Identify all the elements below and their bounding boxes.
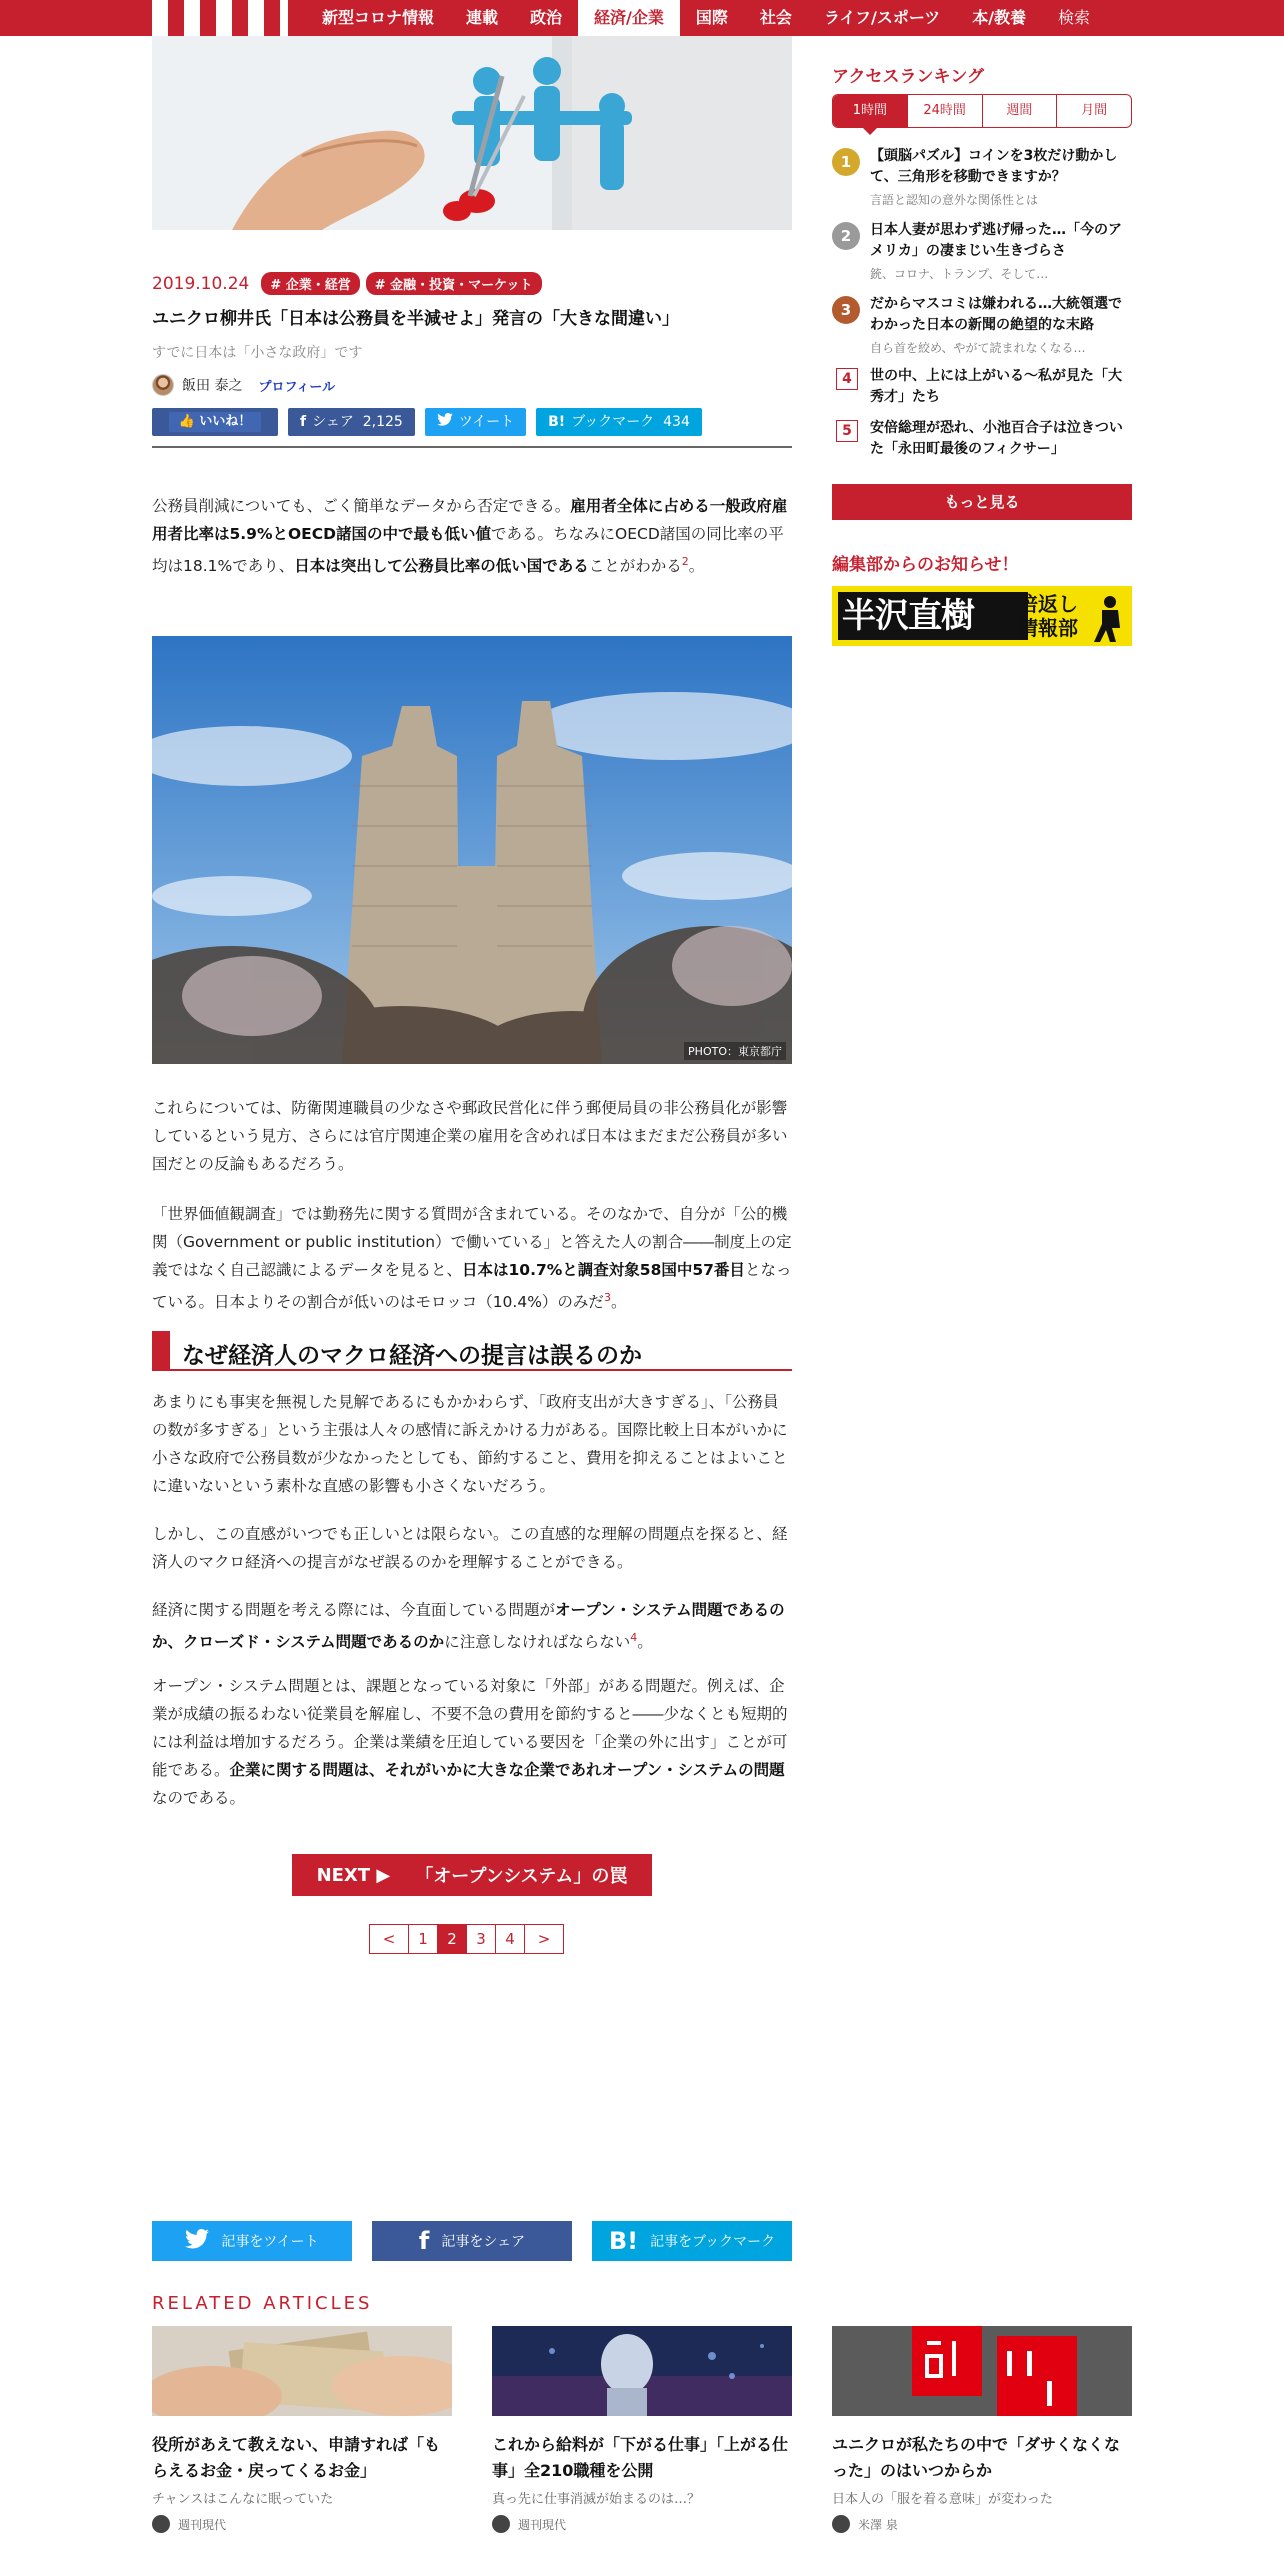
site-logo[interactable]: [152, 0, 288, 36]
related-title: これから給料が「下がる仕事」「上がる仕事」全210職種を公開: [492, 2435, 789, 2480]
facebook-icon: f: [300, 414, 307, 430]
related-author: 週刊現代: [152, 2515, 452, 2533]
banner-figure-icon: [1090, 594, 1128, 642]
rank-badge: 3: [832, 296, 860, 324]
rank-badge: 4: [836, 368, 858, 390]
hatena-bookmark-button[interactable]: [536, 408, 702, 436]
section-heading: なぜ経済人のマクロ経済への提言は誤るのか: [152, 1331, 792, 1371]
author-row: [152, 374, 335, 396]
banner-sub-1: 倍返し: [1018, 592, 1078, 616]
twitter-icon: [185, 2227, 209, 2255]
pager-prev[interactable]: <: [369, 1924, 409, 1954]
related-title: 役所があえて教えない、申請すれば「もらえるお金・戻ってくるお金」: [152, 2435, 441, 2480]
hatena-label: ブックマーク: [571, 414, 655, 430]
ranking-list: [832, 146, 1132, 470]
bottom-share-row: [152, 2221, 792, 2261]
related-sub: チャンスはこんなに眠っていた: [152, 2492, 334, 2507]
ranking-item-5[interactable]: 5 安倍総理が恐れ、小池百合子は泣きついた「永田町最後のフィクサー」: [832, 418, 1132, 470]
nav-item-series[interactable]: 連載: [466, 8, 499, 27]
ranking-item-4[interactable]: 4 世の中、上には上がいる〜私が見た「大秀才」たち: [832, 366, 1132, 418]
related-article-card[interactable]: [492, 2326, 792, 2533]
tab-1hour[interactable]: 1時間: [833, 95, 907, 127]
paragraph-6: 経済に関する問題を考える際には、今直面している問題がオープン・システム問題であるのか、クローズド・システム問題であるのかに注意しなければならない$^4$。: [152, 1601, 785, 1652]
related-article-card[interactable]: [832, 2326, 1132, 2533]
ranking-heading: アクセスランキング: [832, 67, 984, 87]
footnote-4[interactable]: 4: [630, 1631, 638, 1644]
hatena-bookmark-icon: B!: [548, 414, 566, 430]
related-sub: 日本人の「服を着る意味」が変わった: [832, 2492, 1053, 2507]
tab-monthly[interactable]: 月間: [1056, 95, 1131, 127]
twitter-icon: [437, 408, 453, 436]
ranking-item-2[interactable]: 2 日本人妻が思わず逃げ帰った…「今のアメリカ」の凄まじい生きづらさ 銃、コロナ、トランプ、そして…: [832, 220, 1132, 294]
article-meta: [152, 272, 548, 295]
hanzawa-banner[interactable]: [832, 586, 1132, 646]
footnote-3[interactable]: 3: [603, 1291, 611, 1304]
tweet-label: ツイート: [458, 414, 515, 430]
paragraph-3: 「世界価値観調査」では勤務先に関する質問が含まれている。そのなかで、自分が「公的機関（Government or public institution）で働いている」と答えた人の割合――制度上の定義ではなく自己認識によるデータを見ると、日本は10.7%と調査対象58国中57番目となっている。日本よりその割合が低いのはモロッコ（10.4%）のみだ$^3$。: [152, 1205, 792, 1312]
thumbs-up-icon: 👍: [178, 414, 200, 429]
rank-badge: 5: [836, 420, 858, 442]
article-subtitle: すでに日本は「小さな政府」です: [152, 345, 363, 361]
more-ranking-button[interactable]: もっと見る: [832, 484, 1132, 520]
related-sub: 真っ先に仕事消滅が始まるのは…？: [492, 2492, 701, 2507]
ranking-item-3[interactable]: 3 だからマスコミは嫌われる…大統領選でわかった日本の新聞の絶望的な末路 自ら首を絞め、やがて読まれなくなる…: [832, 294, 1132, 366]
hero-image: [152, 36, 792, 230]
tokyo-govt-building-photo: [152, 636, 792, 1064]
ranking-item-1[interactable]: 1 【頭脳パズル】コインを3枚だけ動かして、三角形を移動できますか？ 言語と認知の意外な関係性とは: [832, 146, 1132, 220]
paragraph-2: これらについては、防衛関連職員の少なさや郵政民営化に伴う郵便局員の非公務員化が影響しているという見方、さらには官庁関連企業の雇用を含めれば日本はまだまだ公務員が多い国だとの反論もあるだろう。: [152, 1099, 788, 1173]
rank-badge: 2: [832, 222, 860, 250]
banner-sub-2: 情報部: [1018, 616, 1078, 640]
related-title: ユニクロが私たちの中で「ダサくなくなった」のはいつからか: [832, 2435, 1121, 2480]
pagination: [370, 1924, 564, 1954]
nav-item-books[interactable]: 本/教養: [972, 8, 1027, 27]
tweet-button[interactable]: [425, 408, 526, 436]
rank-badge: 1: [832, 148, 860, 176]
facebook-share-button[interactable]: [288, 408, 415, 436]
footnote-2[interactable]: 2: [681, 555, 689, 568]
related-author: 週刊現代: [492, 2515, 792, 2533]
nav-item-international[interactable]: 国際: [695, 8, 728, 27]
share-row: [152, 408, 712, 436]
related-article-card[interactable]: [152, 2326, 452, 2533]
author-avatar: [152, 374, 174, 396]
article-date: 2019.10.24: [152, 273, 250, 294]
related-thumb-uniqlo: [832, 2326, 1132, 2416]
nav-search-link[interactable]: 検索: [1058, 8, 1091, 27]
profile-link[interactable]: プロフィール: [258, 379, 336, 395]
tab-24hour[interactable]: 24時間: [907, 95, 982, 127]
photo-credit: PHOTO：東京都庁: [684, 1042, 786, 1060]
paragraph-4: あまりにも事実を無視した見解であるにもかかわらず、「政府支出が大きすぎる」、「公務員の数が多すぎる」という主張は人々の感情に訴えかける力がある。国際比較上日本がいかに小さな政府で公務員数が少なかったとしても、節約すること、費用を抑えることはよいことに違いないという素朴な直感の影響も小さくないだろう。: [152, 1393, 788, 1495]
paragraph-7: オープン・システム問題とは、課題となっている対象に「外部」がある問題だ。例えば、企業が成績の振るわない従業員を解雇し、不要不急の費用を節約すると――少なくとも短期的には利益は増加するだろう。企業は業績を圧迫している要因を「企業の外に出す」ことが可能である。企業に関する問題は、それがいかに大きな企業であれオープン・システムの問題なのである。: [152, 1677, 788, 1807]
facebook-share-count: 2,125: [362, 414, 403, 430]
bottom-facebook-share-button[interactable]: f 記事をシェア: [372, 2221, 572, 2261]
paragraph-5: しかし、この直感がいつでも正しいとは限らない。この直感的な理解の問題点を探ると、経済人のマクロ経済への提言がなぜ誤るのかを理解することができる。: [152, 1525, 788, 1571]
hatena-count: 434: [663, 414, 690, 430]
nav-item-politics[interactable]: 政治: [530, 8, 563, 27]
pager-page-3[interactable]: 3: [466, 1924, 496, 1954]
related-articles-heading: RELATED ARTICLES: [152, 2293, 373, 2314]
like-button[interactable]: [152, 408, 278, 436]
article-column: [152, 36, 792, 2255]
tag-finance[interactable]: # 金融・投資・マーケット: [366, 272, 542, 295]
pager-next[interactable]: >: [524, 1924, 564, 1954]
divider: [152, 446, 792, 448]
related-thumb-robot: [492, 2326, 792, 2416]
author-name[interactable]: 飯田 泰之: [182, 378, 243, 394]
pager-page-1[interactable]: 1: [408, 1924, 438, 1954]
related-author: 米澤 泉: [832, 2515, 1132, 2533]
nav-item-economy[interactable]: 経済/企業: [578, 0, 680, 36]
notice-heading: 編集部からのお知らせ！: [832, 555, 1019, 575]
bottom-hatena-bookmark-button[interactable]: B! 記事をブックマーク: [592, 2221, 792, 2261]
facebook-icon: f: [418, 2227, 430, 2255]
nav-item-corona[interactable]: 新型コロナ情報: [322, 8, 435, 27]
hatena-bookmark-icon: B!: [608, 2227, 639, 2255]
pager-page-2[interactable]: 2: [437, 1924, 467, 1954]
related-articles: [152, 2326, 1132, 2533]
nav-item-society[interactable]: 社会: [759, 8, 792, 27]
pager-page-4[interactable]: 4: [495, 1924, 525, 1954]
nav-item-life-sports[interactable]: ライフ/スポーツ: [823, 8, 941, 27]
bottom-tweet-button[interactable]: 記事をツイート: [152, 2221, 352, 2261]
banner-title: 半沢直樹: [842, 596, 974, 636]
facebook-share-label: シェア: [312, 414, 354, 430]
top-nav: [0, 0, 1284, 36]
tab-weekly[interactable]: 週間: [982, 95, 1057, 127]
like-label: いいね！: [199, 414, 252, 429]
ranking-tabs: [832, 94, 1132, 128]
paragraph-1: 公務員削減についても、ごく簡単なデータから否定できる。雇用者全体に占める一般政府雇用者比率は5.9%とOECD諸国の中で最も低い値である。ちなみにOECD諸国の同比率の平均は18.1%であり、日本は突出して公務員比率の低い国であることがわかる$^2$。: [152, 497, 788, 576]
tag-business[interactable]: # 企業・経営: [261, 272, 359, 295]
article-title: ユニクロ柳井氏「日本は公務員を半減せよ」発言の「大きな間違い」: [152, 309, 679, 329]
nav-items: [306, 0, 1106, 36]
related-thumb-money: [152, 2326, 452, 2416]
next-page-button[interactable]: NEXT ▶ 「オープンシステム」の罠: [292, 1854, 652, 1896]
